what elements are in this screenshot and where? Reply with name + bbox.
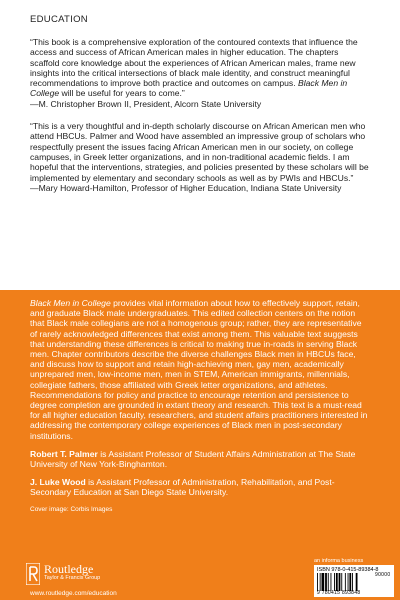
cover-credit: Cover image: Corbis Images xyxy=(30,505,113,513)
description-text: provides vital information about how to effectively support, retain, and graduate Black male undergraduates. This edited collection centers on the notion that Black male collegians are not a homogenous group; rather, they are representative of rarely acknowledged differences that exist among them. This valuable text suggests that understanding these differences is critical to making true in-roads in serving Black men. Chapter contributors describe the diverse challenges Black men in HBCUs face, and discuss how to support and retain high-achieving men, gay men, academically unprepared men, low-income men, men in STEM, American immigrants, millennials, collegiate fathers, those affiliated with Greek letter organizations, and athletes. Recommendations for policy and practice to encourage retention and persistence to degree completion are grounded in extant theory and research. This text is a must-read for all higher education faculty, researchers, and student affairs practitioners interested in addressing the contemporary college experiences of Black men in post-secondary institutions. xyxy=(30,298,368,441)
quote-1-text: “This book is a comprehensive exploration of the contoured contexts that influence the access and success of African American males in higher education. The chapters scaffold core knowledge about the experiences of African American males, frame new insights into the critical intersections of black male identity, and construct meaningful recommendations to improve both practice and outcomes on campus. xyxy=(30,37,358,89)
barcode-area xyxy=(314,565,394,597)
book-description xyxy=(30,298,370,441)
publisher-subname: Taylor & Francis Group xyxy=(44,575,101,581)
quote-2 xyxy=(30,121,370,193)
publisher-name: Routledge xyxy=(44,562,94,576)
publisher-url: www.routledge.com/education xyxy=(30,590,117,597)
price-code: 90000 xyxy=(375,572,391,578)
quote-2-attribution: —Mary Howard-Hamilton, Professor of Higher Education, Indiana State University xyxy=(30,182,342,193)
author-bio-1 xyxy=(30,449,370,469)
barcode-icon xyxy=(317,573,373,591)
quote-1 xyxy=(30,37,370,109)
author-1-text: is Assistant Professor of Student Affairs Administration at The State University of New York-Binghamton. xyxy=(30,448,356,470)
quotes-section xyxy=(0,0,400,290)
routledge-logo-icon xyxy=(26,563,40,585)
description-section xyxy=(0,290,400,600)
author-2-name: J. Luke Wood xyxy=(30,477,86,488)
isbn-label: ISBN 978-0-415-89384-8 xyxy=(317,567,379,573)
author-bio-2 xyxy=(30,477,370,497)
quote-1-book-title: Black Men in College xyxy=(30,78,348,99)
quote-2-text: “This is a very thoughtful and in-depth scholarly discourse on African American men who attend HBCUs. Palmer and Wood have assembled an impressive group of scholars who respectfully present the issues facing African American men in our society, on college campuses, in Greek letter organizations, and in non-traditional academic fields. I am hopeful that the interventions, strategies, and policies presented by these scholars will be implemented by elementary and secondary schools as well as by PWIs and HBCUs.” xyxy=(30,121,369,183)
publisher-logo xyxy=(26,563,100,593)
quote-1-attribution: —M. Christopher Brown II, President, Alcorn State University xyxy=(30,98,262,109)
description-book-title: Black Men in College xyxy=(30,298,111,308)
barcode-number: 9 780415 893848 xyxy=(317,590,361,596)
informa-label: an informa business xyxy=(314,558,364,564)
author-2-text: is Assistant Professor of Administration, Rehabilitation, and Post-Secondary Education at San Diego State University. xyxy=(30,477,335,498)
author-1-name: Robert T. Palmer xyxy=(30,448,98,459)
quote-1-text-after: will be useful for years to come.” xyxy=(61,88,185,99)
category-label: EDUCATION xyxy=(30,14,88,25)
